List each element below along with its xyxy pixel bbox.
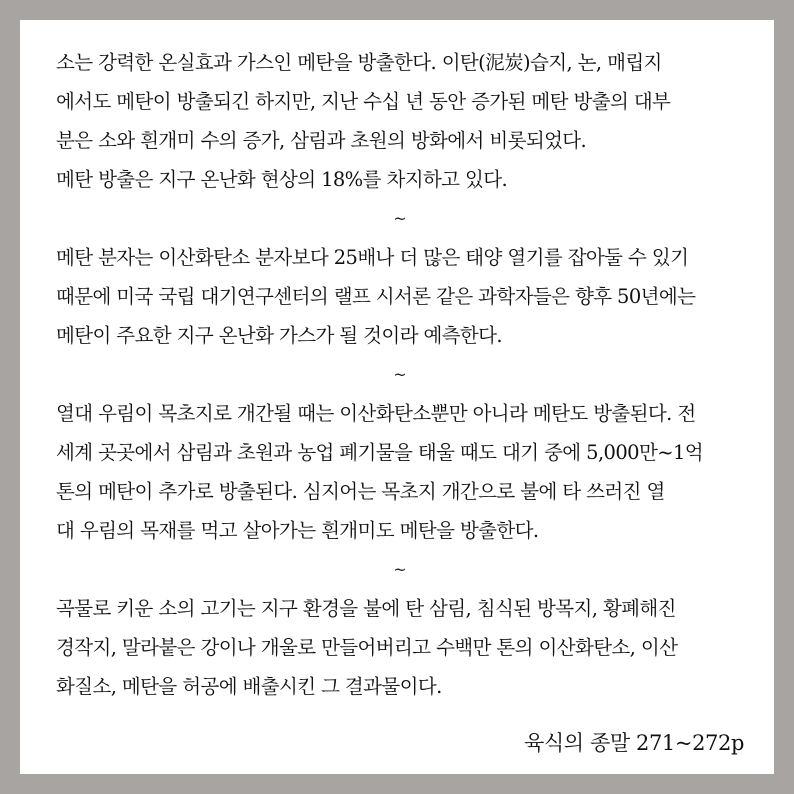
text-line: 화질소, 메탄을 허공에 배출시킨 그 결과물이다. xyxy=(56,675,442,698)
paragraph-separator: ~ xyxy=(393,209,407,228)
text-line: 경작지, 말라붙은 강이나 개울로 만들어버리고 수백만 톤의 이산화탄소, 이산 xyxy=(56,636,678,659)
text-line: 세계 곳곳에서 삼림과 초원과 농업 폐기물을 태울 때도 대기 중에 5,000만~1억 xyxy=(56,441,703,464)
paragraph-2 xyxy=(56,238,744,355)
paragraph-4 xyxy=(56,589,744,706)
text-line: 분은 소와 흰개미 수의 증가, 삼림과 초원의 방화에서 비롯되었다. xyxy=(56,129,587,152)
text-line: 에서도 메탄이 방출되긴 하지만, 지난 수십 년 동안 증가된 메탄 방출의 대부 xyxy=(56,90,671,113)
document-page xyxy=(20,20,774,774)
text-line: 소는 강력한 온실효과 가스인 메탄을 방출한다. 이탄(泥炭)습지, 논, 매립지 xyxy=(56,51,662,74)
paragraph-separator: ~ xyxy=(393,560,407,579)
text-line: 메탄이 주요한 지구 온난화 가스가 될 것이라 예측한다. xyxy=(56,324,503,347)
text-line: 때문에 미국 국립 대기연구센터의 랠프 시서론 같은 과학자들은 향후 50년에는 xyxy=(56,285,696,308)
paragraph-separator: ~ xyxy=(393,365,407,384)
text-line: 곡물로 키운 소의 고기는 지구 환경을 불에 탄 삼림, 침식된 방목지, 황폐해진 xyxy=(56,597,676,620)
paragraph-3 xyxy=(56,394,744,550)
text-line: 메탄 분자는 이산화탄소 분자보다 25배나 더 많은 태양 열기를 잡아둘 수 있기 xyxy=(56,246,689,269)
text-line: 메탄 방출은 지구 온난화 현상의 18%를 차지하고 있다. xyxy=(56,168,508,191)
paragraph-1 xyxy=(56,43,744,199)
text-line: 대 우림의 목재를 먹고 살아가는 흰개미도 메탄을 방출한다. xyxy=(56,519,539,542)
text-line: 열대 우림이 목초지로 개간될 때는 이산화탄소뿐만 아니라 메탄도 방출된다. 전 xyxy=(56,402,696,425)
source-citation: 육식의 종말 271~272p xyxy=(524,731,744,755)
text-line: 톤의 메탄이 추가로 방출된다. 심지어는 목초지 개간으로 불에 타 쓰러진 열 xyxy=(56,480,665,503)
